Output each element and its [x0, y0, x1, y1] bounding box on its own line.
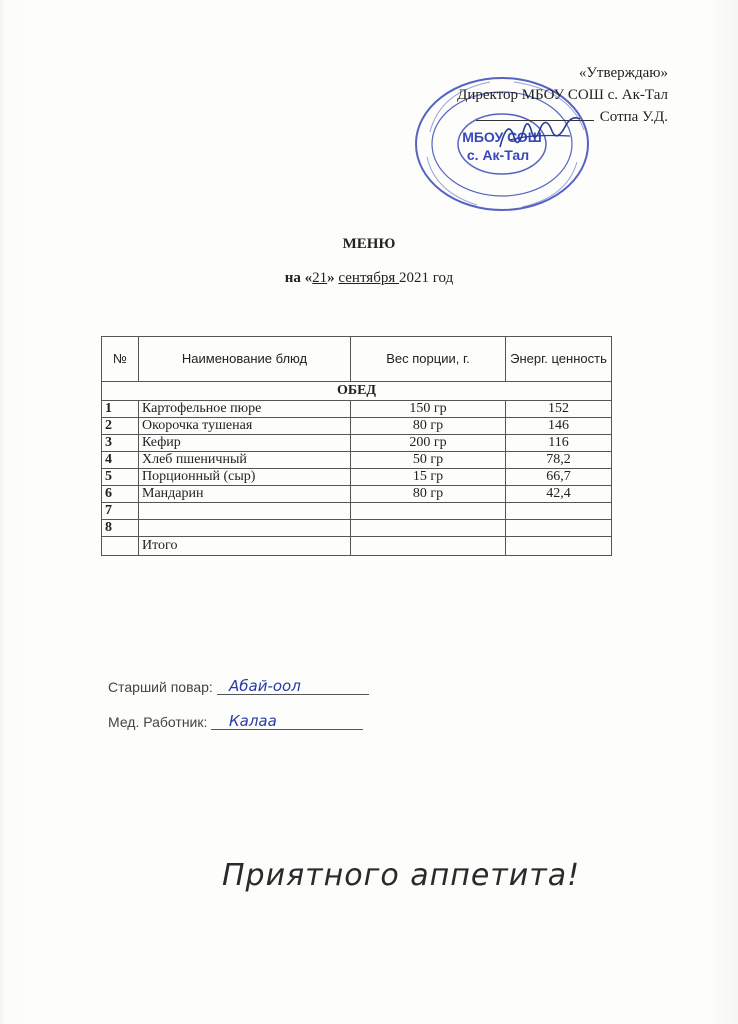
row-energy: 66,7 [506, 469, 612, 486]
header-number: № [102, 337, 139, 382]
table-row [102, 520, 612, 537]
table-header-row [102, 337, 612, 382]
menu-heading: МЕНЮ [342, 236, 396, 252]
header-energy-value: Энерг. ценность [506, 337, 612, 382]
table-row [102, 486, 612, 503]
row-energy: 146 [506, 418, 612, 435]
table-row [102, 401, 612, 418]
date-mid: » [327, 270, 339, 286]
date-year: 2021 год [399, 270, 454, 286]
stamp-text-line1: МБОУ СОШ [462, 129, 542, 145]
row-weight [351, 520, 506, 537]
row-number: 6 [102, 486, 139, 503]
table-total-row [102, 537, 612, 556]
med-signature-line [211, 713, 363, 730]
approval-signer: Сотпа У.Д. [599, 109, 668, 125]
row-number: 2 [102, 418, 139, 435]
chef-label: Старший повар: [108, 679, 213, 695]
chef-handwritten-signature [225, 672, 365, 698]
row-number: 3 [102, 435, 139, 452]
date-prefix: на « [284, 270, 313, 286]
approval-label: «Утверждаю» [578, 65, 668, 81]
svg-text:Калаа: Калаа [229, 712, 278, 730]
section-label: ОБЕД [102, 382, 612, 401]
row-energy: 152 [506, 401, 612, 418]
row-number: 5 [102, 469, 139, 486]
menu-date [0, 270, 738, 287]
row-dish-name: Мандарин [139, 486, 351, 503]
svg-text:Абай-оол: Абай-оол [228, 677, 301, 695]
row-weight: 15 гр [351, 469, 506, 486]
table-section-row [102, 382, 612, 401]
row-number: 7 [102, 503, 139, 520]
row-weight: 80 гр [351, 486, 506, 503]
table-row [102, 503, 612, 520]
row-weight: 50 гр [351, 452, 506, 469]
med-signature-row [108, 713, 363, 730]
header-dish-name: Наименование блюд [139, 337, 351, 382]
row-energy: 78,2 [506, 452, 612, 469]
row-dish-name [139, 520, 351, 537]
total-energy-cell [506, 537, 612, 556]
row-dish-name: Кефир [139, 435, 351, 452]
row-energy [506, 520, 612, 537]
row-energy: 116 [506, 435, 612, 452]
row-energy [506, 503, 612, 520]
row-weight: 200 гр [351, 435, 506, 452]
table-row [102, 435, 612, 452]
table-row [102, 469, 612, 486]
date-day: 21 [312, 270, 328, 286]
row-dish-name: Картофельное пюре [139, 401, 351, 418]
total-label: Итого [139, 537, 351, 556]
total-number-cell [102, 537, 139, 556]
row-dish-name: Хлеб пшеничный [139, 452, 351, 469]
row-energy: 42,4 [506, 486, 612, 503]
med-handwritten-signature [219, 707, 359, 733]
total-weight-cell [351, 537, 506, 556]
row-weight [351, 503, 506, 520]
table-row [102, 418, 612, 435]
menu-table [101, 336, 612, 556]
med-label: Мед. Работник: [108, 714, 208, 730]
row-number: 4 [102, 452, 139, 469]
row-number: 1 [102, 401, 139, 418]
stamp-text-line2: с. Ак-Тал [466, 147, 530, 163]
row-number: 8 [102, 520, 139, 537]
row-weight: 150 гр [351, 401, 506, 418]
row-dish-name: Окорочка тушеная [139, 418, 351, 435]
table-row [102, 452, 612, 469]
chef-signature-line [217, 678, 369, 695]
approval-position: Директор МБОУ СОШ с. Ак-Тал [457, 87, 668, 103]
director-signature [490, 112, 590, 162]
row-dish-name [139, 503, 351, 520]
row-weight: 80 гр [351, 418, 506, 435]
row-dish-name: Порционный (сыр) [139, 469, 351, 486]
chef-signature-row [108, 678, 369, 695]
header-portion-weight: Вес порции, г. [351, 337, 506, 382]
closing-wish: Приятного аппетита! [222, 858, 581, 893]
date-month: сентября [338, 270, 399, 286]
